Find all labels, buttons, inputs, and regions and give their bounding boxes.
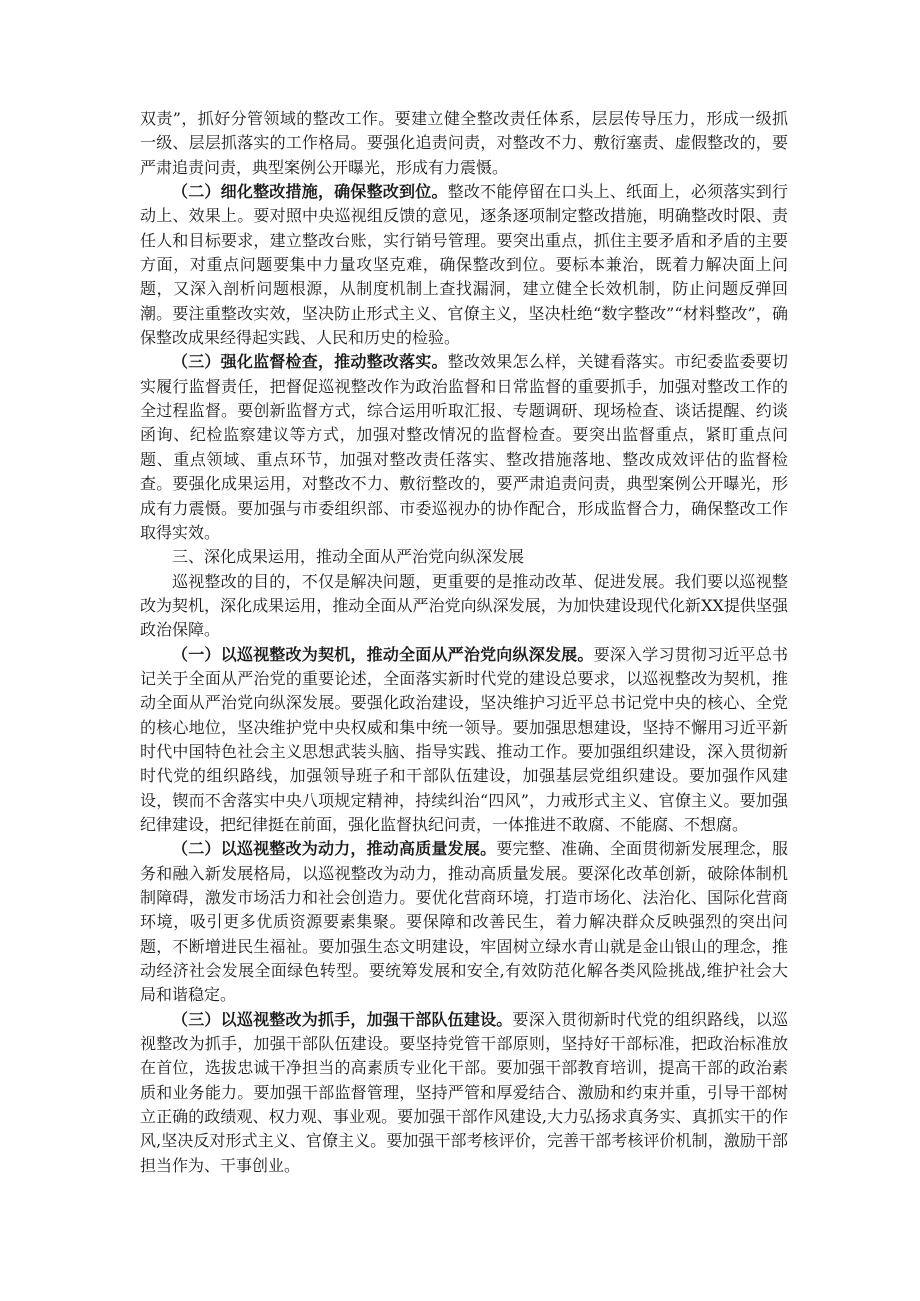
paragraph-body: 要深入贯彻新时代党的组织路线，以巡视整改为抓手，加强干部队伍建设。要坚持党管干部原则，坚持好干部标准，把政治标准放在首位，选拔忠诚干净担当的高素质专业化干部。要加强干部教育培训，提高干部的政治素质和业务能力。要加强干部监督管理，坚持严管和厚爱结合、激励和约束并重，引导干部树立正确的政绩观、权力观、事业观。要加强干部作风建设,大力弘扬求真务实、真抓实干的作风,坚决反对形式主义、官僚主义。要加强干部考核评价，完善干部考核评价机制，激励干部担当作为、干事创业。 — [140, 1009, 788, 1175]
paragraph-development — [140, 837, 788, 1007]
paragraph-lead: （二）以巡视整改为动力，推动高质量发展。 — [172, 839, 497, 859]
paragraph-refine-measures — [140, 180, 788, 350]
paragraph-continued: 双责”，抓好分管领域的整改工作。要建立健全整改责任体系，层层传导压力，形成一级抓一级、层层抓落实的工作格局。要强化追责问责，对整改不力、敷衍塞责、虚假整改的，要严肃追责问责，典型案例公开曝光，形成有力震慑。 — [140, 109, 788, 177]
paragraph-lead: （二）细化整改措施，确保整改到位。 — [172, 182, 448, 202]
paragraph-lead: （三）强化监督检查，推动整改落实。 — [172, 352, 448, 372]
paragraph-lead: （一）以巡视整改为契机，推动全面从严治党向纵深发展。 — [172, 644, 594, 664]
paragraph-body: 要深入学习贯彻习近平总书记关于全面从严治党的重要论述，全面落实新时代党的建设总要求，以巡视整改为契机，推动全面从严治党向纵深发展。要强化政治建设，坚决维护习近平总书记党中央的核心、全党的核心地位，坚决维护党中央权威和集中统一领导。要加强思想建设，坚持不懈用习近平新时代中国特色社会主义思想武装头脑、指导实践、推动工作。要加强组织建设，深入贯彻新时代党的组织路线，加强领导班子和干部队伍建设，加强基层党组织建设。要加强作风建设，锲而不舍落实中央八项规定精神，持续纠治“四风”，力戒形式主义、官僚主义。要加强纪律建设，把纪律挺在前面，强化监督执纪问责，一体推进不敢腐、不能腐、不想腐。 — [140, 644, 788, 834]
document-page — [140, 107, 788, 1178]
paragraph-cadres — [140, 1008, 788, 1178]
paragraph-body: 要完整、准确、全面贯彻新发展理念，服务和融入新发展格局，以巡视整改为动力，推动高质量发展。要深化改革创新，破除体制机制障碍，激发市场活力和社会创造力。要优化营商环境，打造市场化、法治化、国际化营商环境，吸引更多优质资源要素集聚。要保障和改善民生，着力解决群众反映强烈的突出问题，不断增进民生福祉。要加强生态文明建设，牢固树立绿水青山就是金山银山的理念，推动经济社会发展全面绿色转型。要统筹发展和安全,有效防范化解各类风险挑战,维护社会大局和谐稳定。 — [140, 839, 788, 1005]
section-heading: 三、深化成果运用，推动全面从严治党向纵深发展 — [172, 547, 525, 567]
paragraph-body: 整改效果怎么样，关键看落实。市纪委监委要切实履行监督责任，把督促巡视整改作为政治监督和日常监督的重要抓手，加强对整改工作的全过程监督。要创新监督方式，综合运用听取汇报、专题调研、现场检查、谈话提醒、约谈函询、纪检监察建议等方式，加强对整改情况的监督检查。要突出监督重点，紧盯重点问题、重点领域、重点环节，加强对整改责任落实、整改措施落地、整改成效评估的监督检查。要强化成果运用，对整改不力、敷衍整改的，要严肃追责问责，典型案例公开曝光，形成有力震慑。要加强与市委组织部、市委巡视办的协作配合，形成监督合力，确保整改工作取得实效。 — [140, 352, 788, 542]
paragraph-opportunity — [140, 643, 788, 838]
paragraph-section-intro: 巡视整改的目的，不仅是解决问题，更重要的是推动改革、促进发展。我们要以巡视整改为契机，深化成果运用，推动全面从严治党向纵深发展，为加快建设现代化新XX提供坚强政治保障。 — [140, 571, 788, 640]
paragraph-supervision — [140, 350, 788, 545]
paragraph-lead: （三）以巡视整改为抓手，加强干部队伍建设。 — [172, 1009, 513, 1029]
paragraph-body: 整改不能停留在口头上、纸面上，必须落实到行动上、效果上。要对照中央巡视组反馈的意见，逐条逐项制定整改措施，明确整改时限、责任人和目标要求，建立整改台账，实行销号管理。要突出重点，抓住主要矛盾和矛盾的主要方面，对重点问题要集中力量攻坚克难，确保整改到位。要标本兼治，既着力解决面上问题，又深入剖析问题根源，从制度机制上查找漏洞，建立健全长效机制，防止问题反弹回潮。要注重整改实效，坚决防止形式主义、官僚主义，坚决杜绝“数字整改”“材料整改”，确保整改成果经得起实践、人民和历史的检验。 — [140, 182, 788, 348]
